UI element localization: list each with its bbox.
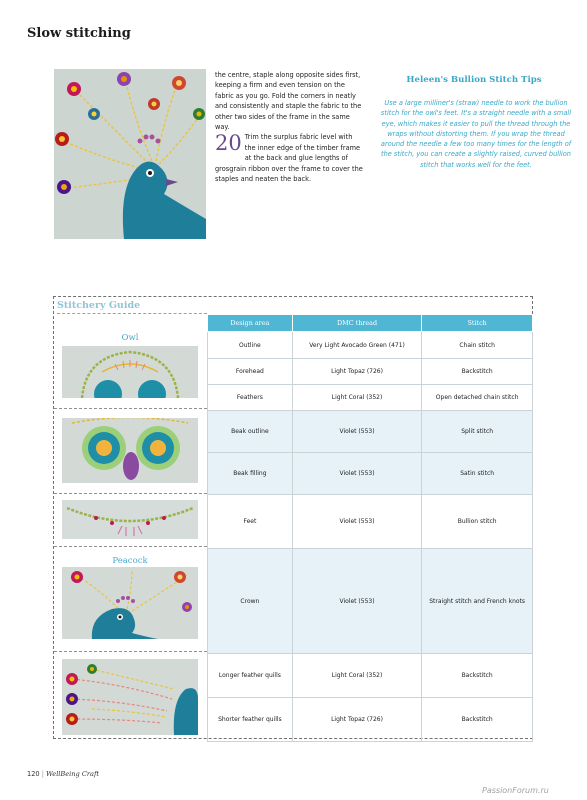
cell-area: Feet xyxy=(208,495,293,549)
footer-separator: | xyxy=(41,770,44,778)
image-divider xyxy=(54,493,207,494)
magazine-name: WellBeing Craft xyxy=(46,770,100,778)
peacock-quills-image xyxy=(62,659,198,735)
image-divider xyxy=(54,546,207,547)
cell-area: Beak outline xyxy=(208,411,293,453)
cell-thread: Very Light Avocado Green (471) xyxy=(292,332,422,359)
image-divider xyxy=(54,651,207,652)
instruction-intro: the centre, staple along opposite sides first, keeping a firm and even tension on the fabric as you go. Fold the corners in neatly and consistently and staple the fabric to the other two sides of the frame in the same way. xyxy=(215,71,362,132)
cell-thread: Light Coral (352) xyxy=(292,654,422,698)
guide-title-rule xyxy=(57,313,207,314)
cell-thread: Light Coral (352) xyxy=(292,385,422,411)
cell-area: Outline xyxy=(208,332,293,359)
table-header-row xyxy=(208,315,533,332)
header-design-area: Design area xyxy=(208,315,293,332)
table-row xyxy=(208,698,533,742)
table-row xyxy=(208,359,533,385)
peacock-embroidery-image xyxy=(54,69,206,239)
watermark: PassionForum.ru xyxy=(482,786,549,795)
table-row xyxy=(208,654,533,698)
table-row xyxy=(208,332,533,359)
stitchery-table xyxy=(207,314,533,742)
cell-area: Beak filling xyxy=(208,453,293,495)
cell-thread: Violet (553) xyxy=(292,411,422,453)
tips-text: Use a large milliner's (straw) needle to work the bullion stitch for the owl's feet. It's a straight needle with a small eye, which makes it easier to pull the thread through the wraps without distorting them. If you wrap the thread around the needle a few too many times for the length of the stitch, you can create a slightly raised, curved bullion stitch that works well for the feet. xyxy=(380,99,572,169)
cell-area: Feathers xyxy=(208,385,293,411)
cell-thread: Light Topaz (726) xyxy=(292,359,422,385)
instruction-text xyxy=(215,70,365,184)
cell-stitch: Chain stitch xyxy=(422,332,533,359)
cell-thread: Violet (553) xyxy=(292,453,422,495)
guide-title: Stitchery Guide xyxy=(57,300,141,311)
page-number: 120 xyxy=(27,770,40,778)
cell-area: Longer feather quills xyxy=(208,654,293,698)
owl-beak-image xyxy=(62,418,198,483)
cell-stitch: Straight stitch and French knots xyxy=(422,549,533,654)
cell-stitch: Satin stitch xyxy=(422,453,533,495)
page-footer xyxy=(27,770,99,778)
tips-title: Heleen's Bullion Stitch Tips xyxy=(406,75,542,85)
cell-stitch: Bullion stitch xyxy=(422,495,533,549)
table-row xyxy=(208,411,533,453)
section-title: Slow stitching xyxy=(27,26,131,41)
owl-outline-image xyxy=(62,346,198,398)
cell-area: Crown xyxy=(208,549,293,654)
cell-stitch: Backstitch xyxy=(422,698,533,742)
header-dmc-thread: DMC thread xyxy=(292,315,422,332)
cell-area: Shorter feather quills xyxy=(208,698,293,742)
peacock-crown-image xyxy=(62,567,198,639)
cell-thread: Violet (553) xyxy=(292,495,422,549)
cell-stitch: Split stitch xyxy=(422,411,533,453)
cell-thread: Violet (553) xyxy=(292,549,422,654)
peacock-label: Peacock xyxy=(112,556,148,566)
cell-area: Forehead xyxy=(208,359,293,385)
table-row xyxy=(208,385,533,411)
table-row xyxy=(208,549,533,654)
cell-stitch: Backstitch xyxy=(422,654,533,698)
cell-stitch: Open detached chain stitch xyxy=(422,385,533,411)
table-row xyxy=(208,453,533,495)
table-row xyxy=(208,495,533,549)
image-divider xyxy=(54,408,207,409)
header-stitch: Stitch xyxy=(422,315,533,332)
step-text: Trim the surplus fabric level with the inner edge of the timber frame at the back and glue lengths of grosgrain ribbon over the frame to cover the staples and neaten the back. xyxy=(215,133,363,184)
step-number: 20 xyxy=(215,131,242,156)
owl-feet-image xyxy=(62,500,198,539)
cell-thread: Light Topaz (726) xyxy=(292,698,422,742)
owl-label: Owl xyxy=(121,333,139,343)
cell-stitch: Backstitch xyxy=(422,359,533,385)
